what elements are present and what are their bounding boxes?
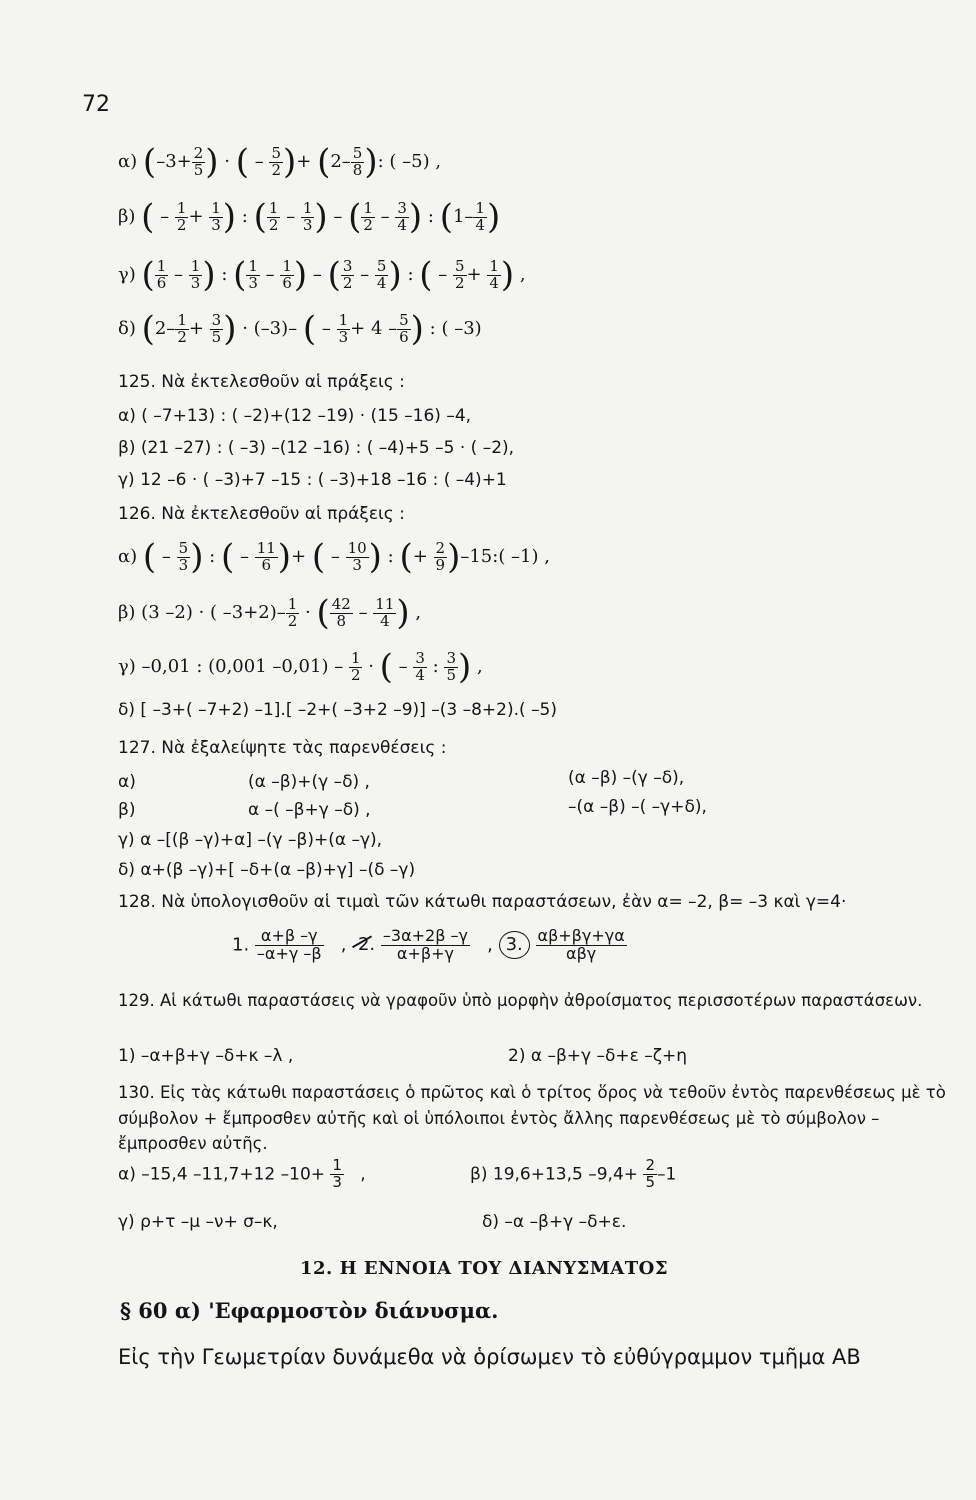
ex130-a xyxy=(118,1158,366,1191)
ex125-c: γ) 12 –6 · ( –3)+7 –15 : ( –3)+18 –16 : ( –4)+1 xyxy=(118,470,507,490)
ex128-f2-num: –3α+2β –γ xyxy=(382,926,468,945)
ex126-b: β) (3 –2) · ( –3+2)– $\frac{1}{2}$ · ( $\frac{42}{8}$ – $\frac{11}{4}$ ) , xyxy=(118,593,422,633)
ex126-b-head: (3 –2) · ( –3+2)– xyxy=(141,602,286,623)
ex128-expressions: 1. $\frac{\alpha+\beta -\gamma}{-\alpha+\gamma -\beta}$ , 2. $\frac{-3\alpha+2\beta -\gamma}{\alpha+\beta+\gamma}$ , 3. αβ+βγ+γα αβγ xyxy=(232,926,625,963)
ex127-c: γ) α –[(β –γ)+α] –(γ –β)+(α –γ), xyxy=(118,830,383,850)
ex128-f3-label: 3. xyxy=(499,931,530,959)
ex127-b2: –(α –β) –( –γ+δ), xyxy=(568,797,707,817)
ex126-d: δ) [ –3+( –7+2) –1].[ –2+( –3+2 –9)] –(3 –8+2).( –5) xyxy=(118,700,557,720)
ex127-b-label: β) xyxy=(118,800,136,820)
ex124-d: δ) (2– $\frac{1}{2}$ + $\frac{3}{5}$ ) · (–3)– ( – $\frac{1}{3}$ + 4 – $\frac{5}{6}$ ) : ( –3) xyxy=(118,309,482,349)
ex125-b: β) (21 –27) : ( –3) –(12 –16) : ( –4)+5 –5 · ( –2), xyxy=(118,438,515,458)
ex124-c-label: γ) xyxy=(118,264,136,285)
ex130-a-frac-num: 1 xyxy=(332,1156,342,1174)
ex126-c-label: γ) xyxy=(118,656,136,677)
ex130-title: 130. Εἰς τὰς κάτωθι παραστάσεις ὁ πρῶτος καὶ ὁ τρίτος ὅρος νὰ τεθοῦν ἐντὸς παρενθέσεως μὲ τὸ σύμβολον + ἔμπροσθεν αὐτῆς καὶ οἱ ὑπόλοιποι ἐντὸς ἄλλης παρενθέσεως μὲ τὸ σύμβολον – ἔμπροσθεν αὐτῆς. xyxy=(118,1083,946,1154)
ex129-item-1: 1) –α+β+γ –δ+κ –λ , xyxy=(118,1046,294,1066)
ex128-f2-den: α+β+γ xyxy=(396,943,454,963)
ex130-b-tail: –1 xyxy=(656,1164,677,1185)
ex128-f2-label: 2. xyxy=(357,934,376,956)
ex128-f3-den: αβγ xyxy=(566,943,597,963)
ex126-c-head: –0,01 : (0,001 –0,01) – xyxy=(141,656,344,677)
ex128-f1-num: α+β –γ xyxy=(255,928,324,946)
ex128-f1-label: 1. xyxy=(232,934,250,956)
ex124-b: β) ( – $\frac{1}{2}$ + $\frac{1}{3}$ ) : ( $\frac{1}{2}$ – $\frac{1}{3}$ ) – ( $\frac{1}{2}$ – $\frac{3}{4}$ ) : (1– $\frac{1}{4}$ ) xyxy=(118,197,501,237)
ex130-b-frac-num: 2 xyxy=(645,1156,655,1174)
ex128-f1-den: –α+γ –β xyxy=(256,943,322,963)
ex130-b-frac-den: 5 xyxy=(645,1172,655,1191)
ex130-d: δ) –α –β+γ –δ+ε. xyxy=(482,1212,627,1232)
ex128-f3-num: αβ+βγ+γα xyxy=(537,926,625,945)
ex130-b-text: β) 19,6+13,5 –9,4+ xyxy=(470,1164,639,1185)
ex128-title: 128. Νὰ ὑπολογισθοῦν αἱ τιμαὶ τῶν κάτωθι παραστάσεων, ἐὰν α= –2, β= –3 καὶ γ=4· xyxy=(118,892,847,912)
ex130-a-tail: , xyxy=(360,1164,366,1185)
ex127-a-label: α) xyxy=(118,772,136,792)
ex126-a-label: α) xyxy=(118,546,138,567)
ex125-title: 125. Νὰ ἐκτελεσθοῦν αἱ πράξεις : xyxy=(118,372,405,392)
ex124-d-label: δ) xyxy=(118,318,136,339)
ex126-title: 126. Νὰ ἐκτελεσθοῦν αἱ πράξεις : xyxy=(118,504,405,524)
ex126-c: γ) –0,01 : (0,001 –0,01) – $\frac{1}{2}$ · ( – $\frac{3}{4}$ : $\frac{3}{5}$ ) , xyxy=(118,647,483,687)
ex126-b-label: β) xyxy=(118,602,136,623)
ex130-b xyxy=(470,1158,676,1191)
ex124-a-label: α) xyxy=(118,151,138,172)
ex126-a-tail: –15:( –1) , xyxy=(460,546,550,567)
ex126-a: α) ( – $\frac{5}{3}$ ) : ( – $\frac{11}{6}$ )+ ( – $\frac{10}{3}$ ) : (+ $\frac{2}{9}$ )–15:( –1) , xyxy=(118,537,550,577)
ex124-a: α) (–3+ $\frac{2}{5}$ ) · ( – $\frac{5}{2}$ )+ (2– $\frac{5}{8}$ ): ( –5) , xyxy=(118,142,442,182)
ex130-a-text: α) –15,4 –11,7+12 –10+ xyxy=(118,1164,326,1185)
page-number: 72 xyxy=(82,92,110,117)
section-subheading: § 60 α) 'Εφαρμοστὸν διάνυσμα. xyxy=(120,1298,499,1323)
ex125-a: α) ( –7+13) : ( –2)+(12 –19) · (15 –16) –4, xyxy=(118,406,472,426)
ex127-b1: α –( –β+γ –δ) , xyxy=(248,800,371,820)
ex124-b-label: β) xyxy=(118,206,136,227)
ex129-item-2: 2) α –β+γ –δ+ε –ζ+η xyxy=(508,1046,688,1066)
ex130-c: γ) ρ+τ –μ –ν+ σ–κ, xyxy=(118,1212,278,1232)
ex127-d: δ) α+(β –γ)+[ –δ+(α –β)+γ] –(δ –γ) xyxy=(118,860,416,880)
ex127-a2: (α –β) –(γ –δ), xyxy=(568,768,685,788)
section-heading: 12. Η ΕΝΝΟΙΑ ΤΟΥ ΔΙΑΝΥΣΜΑΤΟΣ xyxy=(300,1258,669,1279)
ex127-title: 127. Νὰ ἐξαλείψητε τὰς παρενθέσεις : xyxy=(118,738,447,758)
section-first-line: Εἰς τὴν Γεωμετρίαν δυνάμεθα νὰ ὁρίσωμεν τὸ εὐθύγραμμον τμῆμα AB xyxy=(118,1345,861,1369)
ex129-title: 129. Αἱ κάτωθι παραστάσεις νὰ γραφοῦν ὑπὸ μορφὴν ἀθροίσματος περισσοτέρων παραστάσεων. xyxy=(118,991,923,1010)
ex124-c: γ) ( $\frac{1}{6}$ – $\frac{1}{3}$ ) : ( $\frac{1}{3}$ – $\frac{1}{6}$ ) – ( $\frac{3}{2}$ – $\frac{5}{4}$ ) : ( – $\frac{5}{2}$ + $\frac{1}{4}$ ) , xyxy=(118,255,526,295)
ex127-a1: (α –β)+(γ –δ) , xyxy=(248,772,370,792)
ex130-a-frac-den: 3 xyxy=(332,1172,342,1191)
